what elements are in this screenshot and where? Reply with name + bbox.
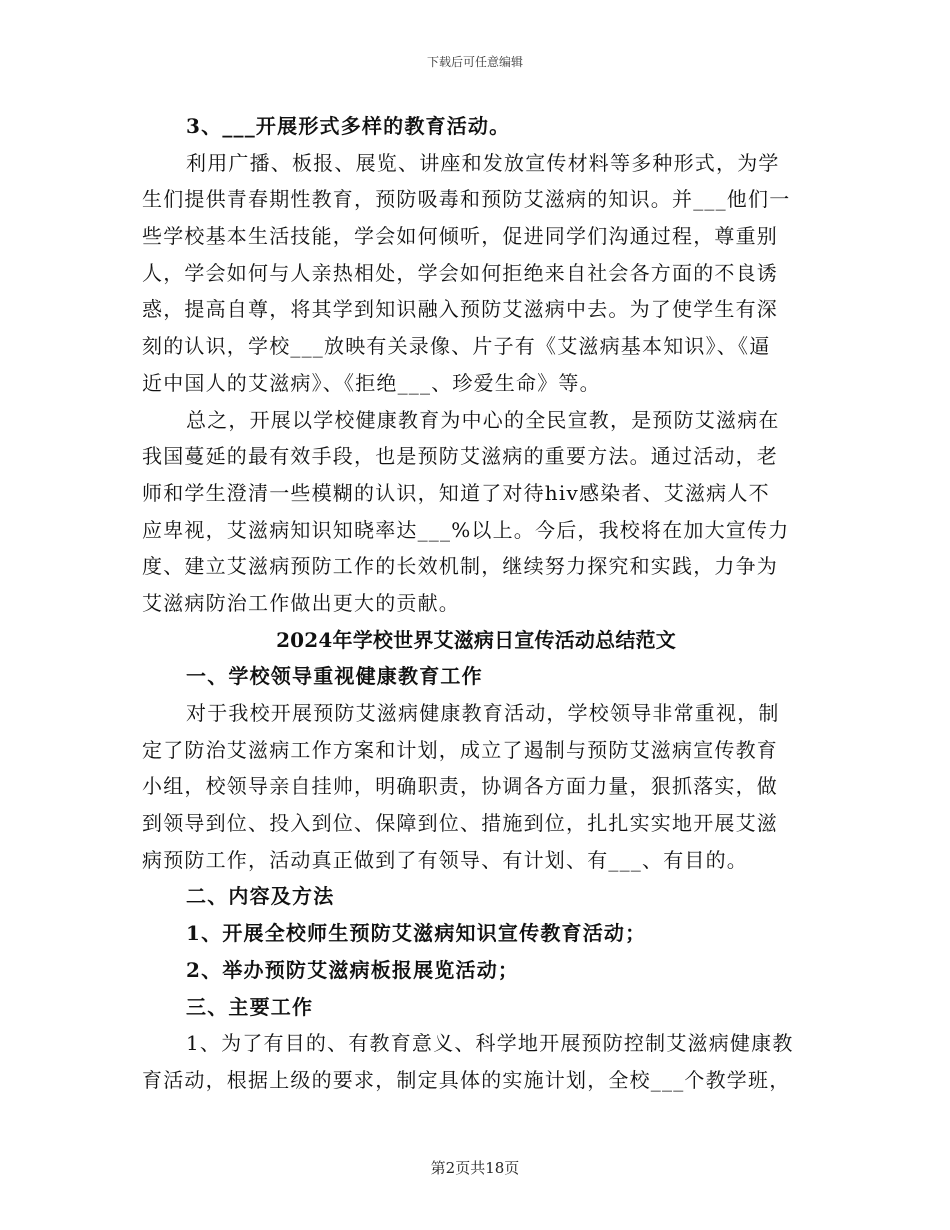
text-line: 师和学生澄清一些模糊的认识，知道了对待hiv感染者、艾滋病人不 bbox=[142, 480, 770, 505]
heading-line: 3、___开展形式多样的教育活动。 bbox=[186, 114, 511, 138]
text-line: 1、为了有目的、有教育意义、科学地开展预防控制艾滋病健康教 bbox=[186, 1031, 794, 1056]
text-line: 度、建立艾滋病预防工作的长效机制，继续努力探究和实践，力争为 bbox=[142, 554, 778, 579]
text-line: 育活动，根据上级的要求，制定具体的实施计划，全校___个教学班， bbox=[142, 1067, 791, 1092]
text-line: 病预防工作，活动真正做到了有领导、有计划、有___、有目的。 bbox=[142, 847, 748, 872]
text-line: 小组，校领导亲自挂帅，明确职责，协调各方面力量，狠抓落实，做 bbox=[142, 774, 778, 799]
text-line: 刻的认识，学校___放映有关录像、片子有《艾滋病基本知识》、《逼 bbox=[142, 334, 771, 359]
text-line: 对于我校开展预防艾滋病健康教育活动，学校领导非常重视，制 bbox=[186, 701, 780, 725]
page-footer: 第2页共18页 bbox=[430, 1159, 520, 1177]
heading-line: 一、学校领导重视健康教育工作 bbox=[186, 664, 483, 689]
text-line: 到领导到位、投入到位、保障到位、措施到位，扎扎实实地开展艾滋 bbox=[142, 811, 778, 836]
text-line: 艾滋病防治工作做出更大的贡献。 bbox=[142, 590, 460, 615]
heading-line: 二、内容及方法 bbox=[186, 884, 335, 909]
document-body bbox=[142, 108, 810, 1099]
text-line: 生们提供青春期性教育，预防吸毒和预防艾滋病的知识。并___他们一 bbox=[142, 187, 791, 212]
heading-line: 2、举办预防艾滋病板报展览活动； bbox=[186, 957, 520, 982]
page-header-note: 下载后可任意编辑 bbox=[426, 55, 523, 69]
heading-line: 三、主要工作 bbox=[186, 994, 314, 1019]
text-line: 近中国人的艾滋病》、《拒绝___、珍爱生命》等。 bbox=[142, 370, 601, 395]
section-title: 2024年学校世界艾滋病日宣传活动总结范文 bbox=[276, 627, 676, 652]
heading-line: 1、开展全校师生预防艾滋病知识宣传教育活动； bbox=[186, 921, 647, 946]
text-line: 我国蔓延的最有效手段，也是预防艾滋病的重要方法。通过活动，老 bbox=[142, 444, 778, 469]
text-line: 定了防治艾滋病工作方案和计划，成立了遏制与预防艾滋病宣传教育 bbox=[142, 737, 778, 762]
text-line: 人，学会如何与人亲热相处，学会如何拒绝来自社会各方面的不良诱 bbox=[142, 260, 778, 285]
text-line: 些学校基本生活技能，学会如何倾听，促进同学们沟通过程，尊重别 bbox=[142, 224, 778, 249]
text-line: 惑，提高自尊，将其学到知识融入预防艾滋病中去。为了使学生有深 bbox=[142, 297, 778, 322]
text-line: 应卑视，艾滋病知识知晓率达___%以上。今后，我校将在加大宣传力 bbox=[142, 517, 790, 542]
text-line: 利用广播、板报、展览、讲座和发放宣传材料等多种形式，为学 bbox=[186, 150, 780, 175]
text-line: 总之，开展以学校健康教育为中心的全民宣教，是预防艾滋病在 bbox=[186, 407, 780, 432]
